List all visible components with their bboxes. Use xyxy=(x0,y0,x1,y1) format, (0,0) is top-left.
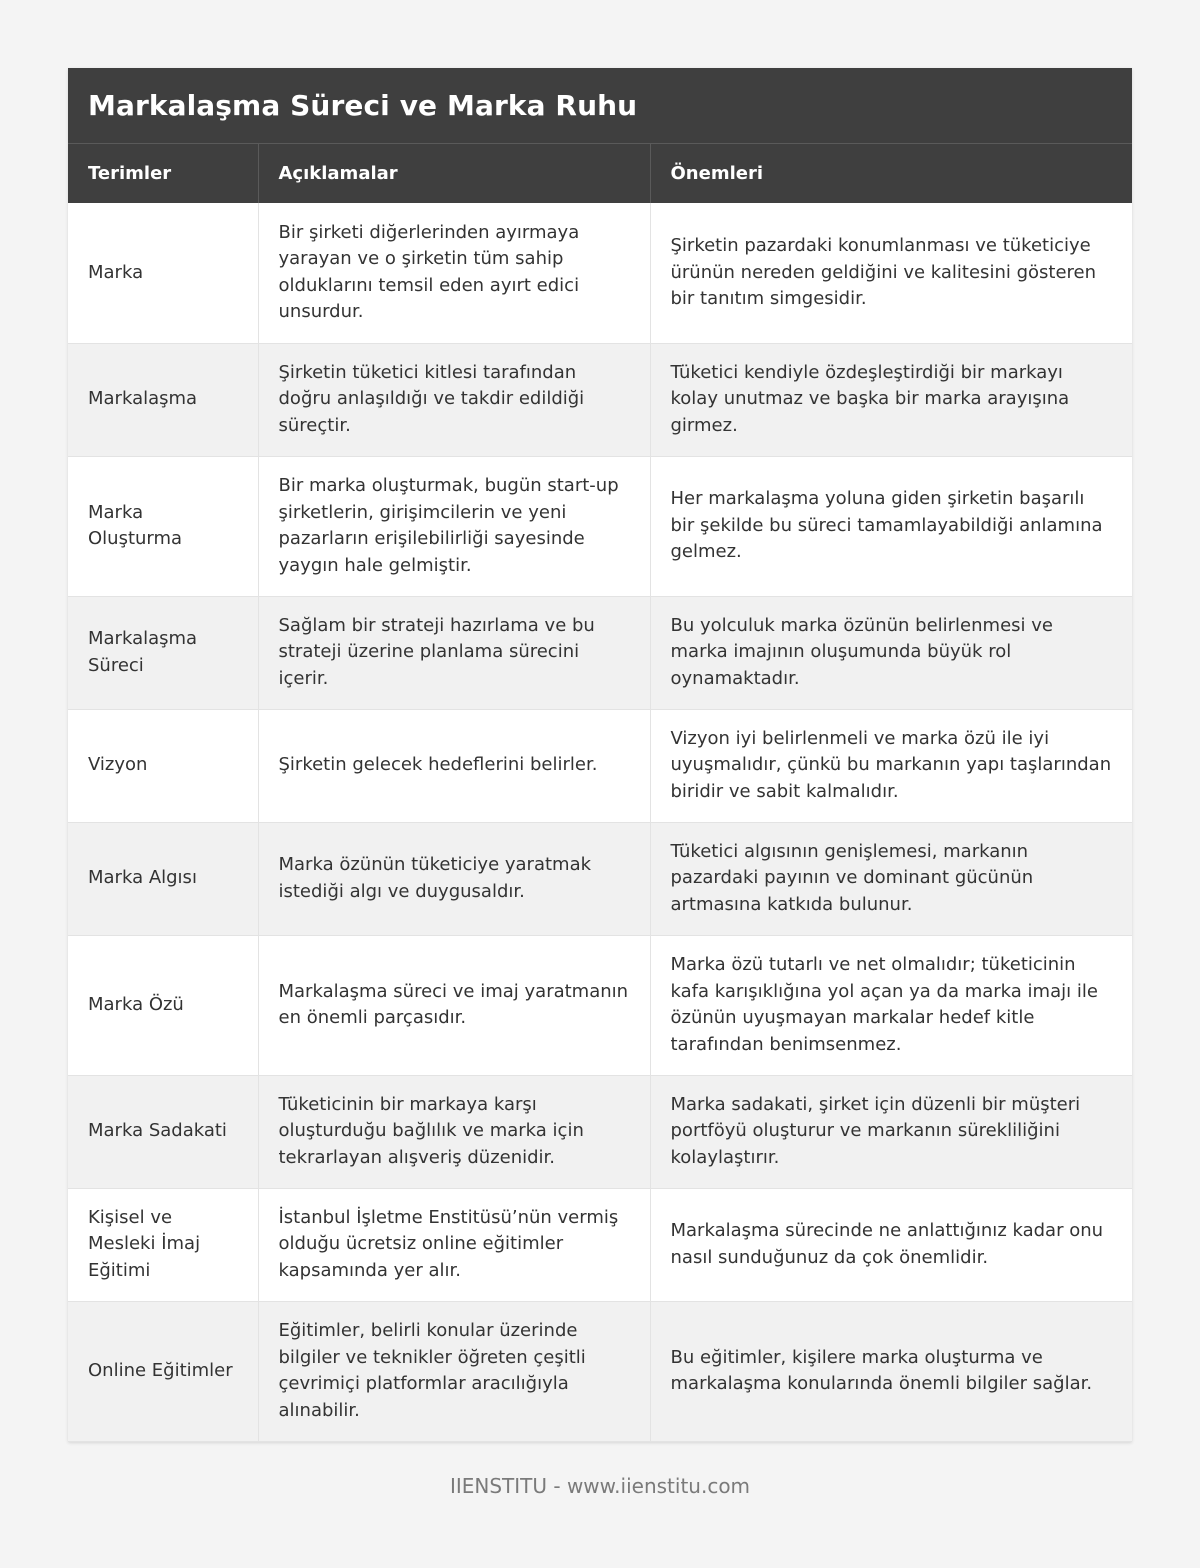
importance-cell: Vizyon iyi belirlenmeli ve marka özü ile iyi uyuşmalıdır, çünkü bu markanın yapı taşlarından biridir ve sabit kalmalıdır. xyxy=(650,709,1132,822)
table-row xyxy=(68,935,1132,1075)
table-row xyxy=(68,596,1132,709)
importance-cell: Tüketici kendiyle özdeşleştirdiği bir markayı kolay unutmaz ve başka bir marka arayışına girmez. xyxy=(650,343,1132,456)
term-cell: Markalaşma Süreci xyxy=(68,596,258,709)
importance-cell: Tüketici algısının genişlemesi, markanın pazardaki payının ve dominant gücünün artmasına katkıda bulunur. xyxy=(650,822,1132,935)
term-cell: Marka Özü xyxy=(68,935,258,1075)
column-header-importance: Önemleri xyxy=(650,144,1132,203)
table-card xyxy=(68,68,1132,1442)
description-cell: Eğitimler, belirli konular üzerinde bilgiler ve teknikler öğreten çeşitli çevrimiçi platformlar aracılığıyla alınabilir. xyxy=(258,1301,650,1441)
terms-table xyxy=(68,144,1132,1442)
description-cell: Marka özünün tüketiciye yaratmak istediği algı ve duygusaldır. xyxy=(258,822,650,935)
description-cell: Şirketin gelecek hedeflerini belirler. xyxy=(258,709,650,822)
description-cell: Markalaşma süreci ve imaj yaratmanın en önemli parçasıdır. xyxy=(258,935,650,1075)
term-cell: Marka Algısı xyxy=(68,822,258,935)
description-cell: İstanbul İşletme Enstitüsü’nün vermiş olduğu ücretsiz online eğitimler kapsamında yer alır. xyxy=(258,1188,650,1301)
importance-cell: Şirketin pazardaki konumlanması ve tüketiciye ürünün nereden geldiğini ve kalitesini gösteren bir tanıtım simgesidir. xyxy=(650,203,1132,343)
table-row xyxy=(68,1188,1132,1301)
term-cell: Markalaşma xyxy=(68,343,258,456)
term-cell: Marka Sadakati xyxy=(68,1075,258,1188)
column-header-descriptions: Açıklamalar xyxy=(258,144,650,203)
column-header-terms: Terimler xyxy=(68,144,258,203)
table-row xyxy=(68,203,1132,343)
term-cell: Vizyon xyxy=(68,709,258,822)
description-cell: Şirketin tüketici kitlesi tarafından doğru anlaşıldığı ve takdir edildiği süreçtir. xyxy=(258,343,650,456)
importance-cell: Marka sadakati, şirket için düzenli bir müşteri portföyü oluşturur ve markanın sürekliliğini kolaylaştırır. xyxy=(650,1075,1132,1188)
table-row xyxy=(68,1301,1132,1441)
term-cell: Marka xyxy=(68,203,258,343)
importance-cell: Her markalaşma yoluna giden şirketin başarılı bir şekilde bu süreci tamamlayabildiği anlamına gelmez. xyxy=(650,456,1132,596)
description-cell: Sağlam bir strateji hazırlama ve bu strateji üzerine planlama sürecini içerir. xyxy=(258,596,650,709)
footer-credit: IIENSTITU - www.iienstitu.com xyxy=(449,1474,751,1498)
term-cell: Kişisel ve Mesleki İmaj Eğitimi xyxy=(68,1188,258,1301)
term-cell: Online Eğitimler xyxy=(68,1301,258,1441)
importance-cell: Bu yolculuk marka özünün belirlenmesi ve marka imajının oluşumunda büyük rol oynamaktadır. xyxy=(650,596,1132,709)
description-cell: Tüketicinin bir markaya karşı oluşturduğu bağlılık ve marka için tekrarlayan alışveriş düzenidir. xyxy=(258,1075,650,1188)
table-row xyxy=(68,709,1132,822)
table-row xyxy=(68,1075,1132,1188)
importance-cell: Markalaşma sürecinde ne anlattığınız kadar onu nasıl sunduğunuz da çok önemlidir. xyxy=(650,1188,1132,1301)
description-cell: Bir şirketi diğerlerinden ayırmaya yarayan ve o şirketin tüm sahip olduklarını temsil eden ayırt edici unsurdur. xyxy=(258,203,650,343)
table-row xyxy=(68,822,1132,935)
table-title: Markalaşma Süreci ve Marka Ruhu xyxy=(68,68,1132,144)
term-cell: Marka Oluşturma xyxy=(68,456,258,596)
table-row xyxy=(68,343,1132,456)
table-row xyxy=(68,456,1132,596)
importance-cell: Bu eğitimler, kişilere marka oluşturma ve markalaşma konularında önemli bilgiler sağlar. xyxy=(650,1301,1132,1441)
description-cell: Bir marka oluşturmak, bugün start-up şirketlerin, girişimcilerin ve yeni pazarların erişilebilirliği sayesinde yaygın hale gelmiştir. xyxy=(258,456,650,596)
header-row xyxy=(68,144,1132,203)
importance-cell: Marka özü tutarlı ve net olmalıdır; tüketicinin kafa karışıklığına yol açan ya da marka imajı ile özünün uyuşmayan markalar hedef kitle tarafından benimsenmez. xyxy=(650,935,1132,1075)
